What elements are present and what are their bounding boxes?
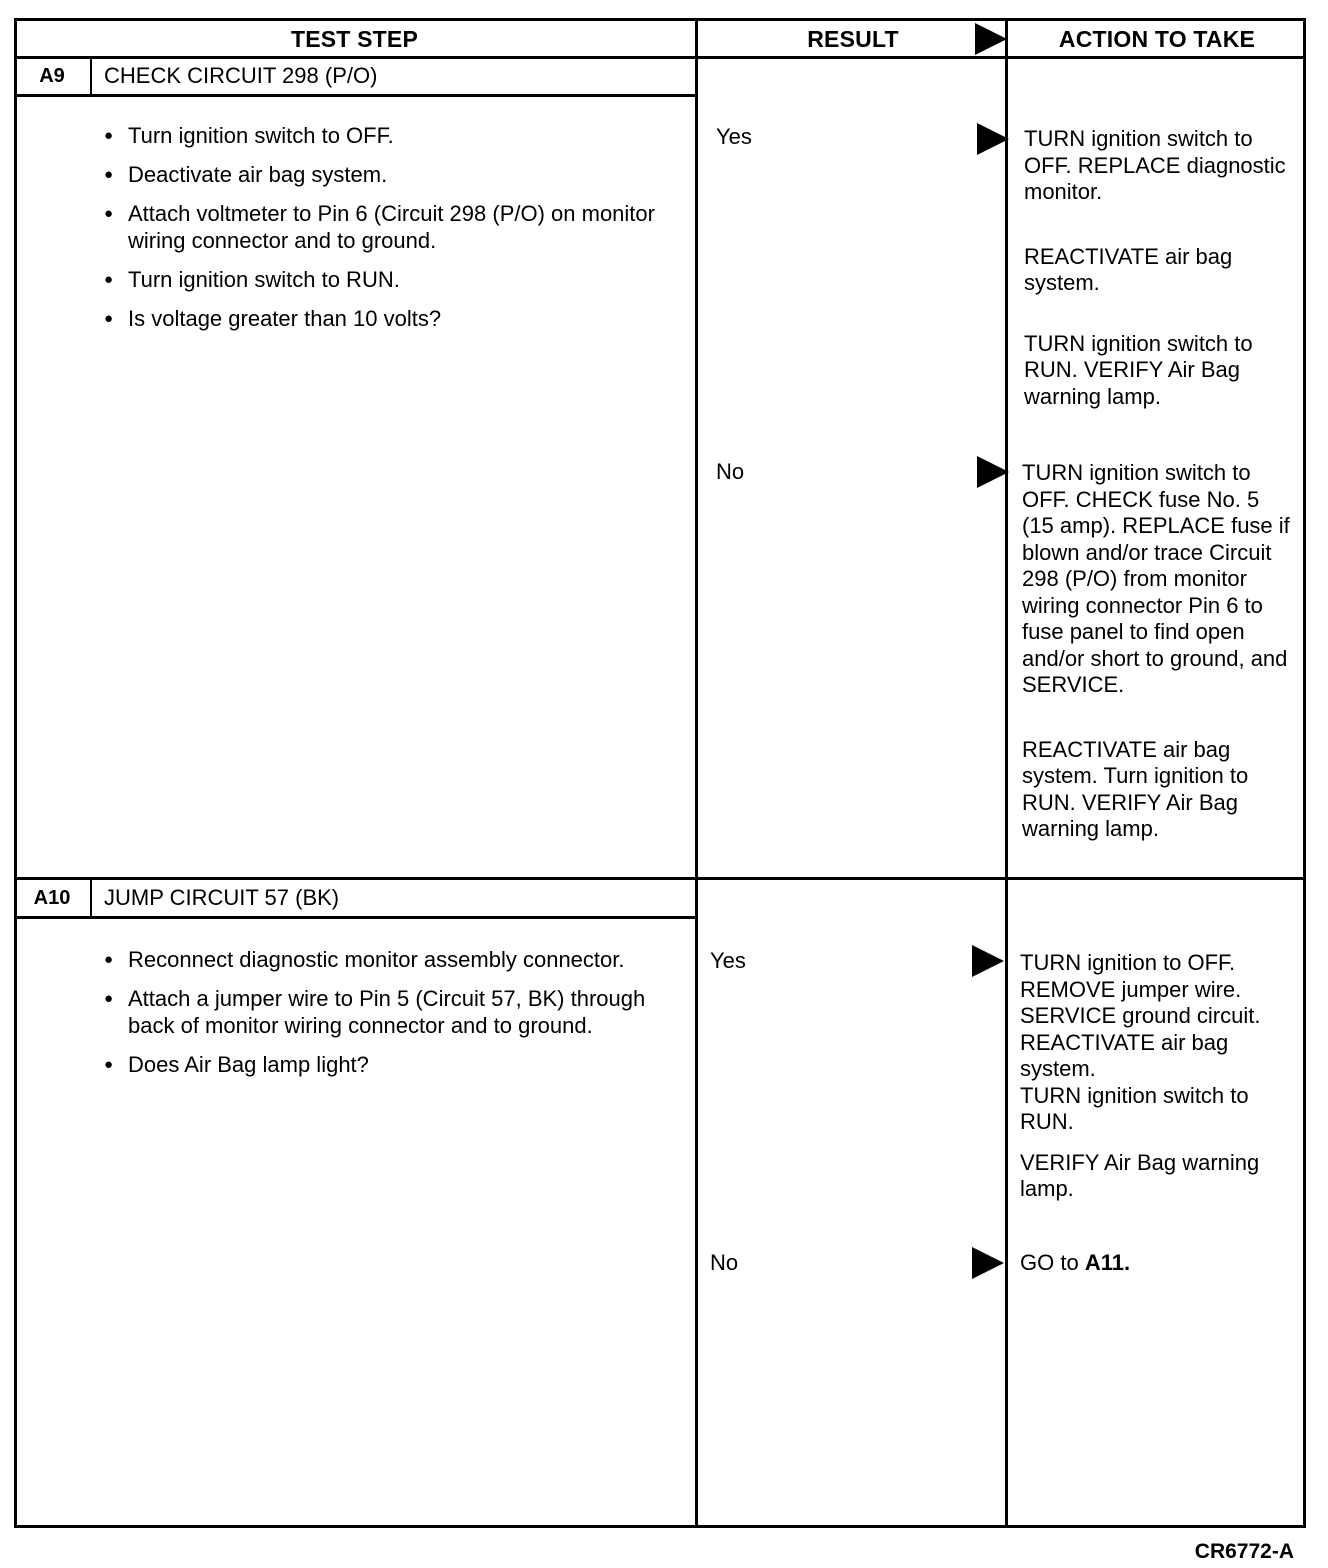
- list-item: ● Attach voltmeter to Pin 6 (Circuit 298 (P/O) on monitor wiring connector and to ground.: [104, 200, 664, 254]
- header-result: RESULT: [807, 25, 899, 52]
- step-a9-result-no: No: [716, 459, 745, 484]
- list-item: ● Deactivate air bag system.: [104, 161, 664, 188]
- header-test-step: TEST STEP: [290, 25, 419, 52]
- list-item: ● Reconnect diagnostic monitor assembly connector.: [104, 946, 674, 973]
- arrow-icon: [977, 123, 1009, 155]
- column-divider-result: [695, 18, 698, 1528]
- action-text: TURN ignition switch to OFF. CHECK fuse No. 5 (15 amp). REPLACE fuse if blown and/or trace Circuit 298 (P/O) from monitor wiring connector Pin 6 to fuse panel to find open and/or short to ground, and SERVICE.: [1022, 460, 1290, 697]
- arrow-icon: [977, 456, 1009, 488]
- step-a9-result-yes: Yes: [716, 124, 752, 149]
- step-a9-instructions: [104, 122, 664, 344]
- action-text: VERIFY Air Bag warning lamp.: [1020, 1149, 1260, 1201]
- step-a10-action-no: [1020, 1250, 1288, 1295]
- step-a10-result-yes: Yes: [710, 948, 746, 973]
- step-a9-id: A9: [39, 64, 65, 87]
- step-a10-instructions: [104, 946, 674, 1090]
- step-a9-id-divider: [90, 56, 92, 96]
- list-item: ● Does Air Bag lamp light?: [104, 1051, 674, 1078]
- step-a10-title: JUMP CIRCUIT 57 (BK): [104, 885, 340, 910]
- action-text: TURN ignition switch to OFF. REPLACE diagnostic monitor.: [1024, 126, 1286, 204]
- header-action: ACTION TO TAKE: [1058, 25, 1256, 52]
- arrow-icon: [972, 1247, 1004, 1279]
- action-text: GO to A11.: [1020, 1250, 1131, 1275]
- step-a9-action-yes: [1024, 126, 1292, 428]
- step-a10-action-yes: [1020, 950, 1296, 1221]
- action-text: REACTIVATE air bag system.: [1024, 243, 1233, 295]
- action-text: TURN ignition to OFF. REMOVE jumper wire. SERVICE ground circuit. REACTIVATE air bag system. TURN ignition switch to RUN.: [1020, 950, 1261, 1134]
- step-a10-title-rule: [14, 916, 698, 919]
- action-text: REACTIVATE air bag system. Turn ignition to RUN. VERIFY Air Bag warning lamp.: [1022, 736, 1249, 841]
- step-a10-id-divider: [90, 878, 92, 918]
- list-item: ● Is voltage greater than 10 volts?: [104, 305, 664, 332]
- action-text: TURN ignition switch to RUN. VERIFY Air Bag warning lamp.: [1024, 330, 1253, 409]
- header-arrow-icon: [975, 23, 1007, 55]
- column-divider-action: [1005, 18, 1008, 1528]
- step-a10-result-no: No: [710, 1250, 739, 1275]
- step-a10-id: A10: [33, 886, 71, 909]
- figure-id: CR6772-A: [1194, 1540, 1294, 1563]
- step-a9-title: CHECK CIRCUIT 298 (P/O): [104, 63, 378, 88]
- list-item: ● Attach a jumper wire to Pin 5 (Circuit 57, BK) through back of monitor wiring connector and to ground.: [104, 985, 674, 1039]
- step-a9-action-no: [1022, 460, 1290, 861]
- list-item: ● Turn ignition switch to OFF.: [104, 122, 664, 149]
- step-a9-title-rule: [14, 94, 698, 97]
- arrow-icon: [972, 945, 1004, 977]
- list-item: ● Turn ignition switch to RUN.: [104, 266, 664, 293]
